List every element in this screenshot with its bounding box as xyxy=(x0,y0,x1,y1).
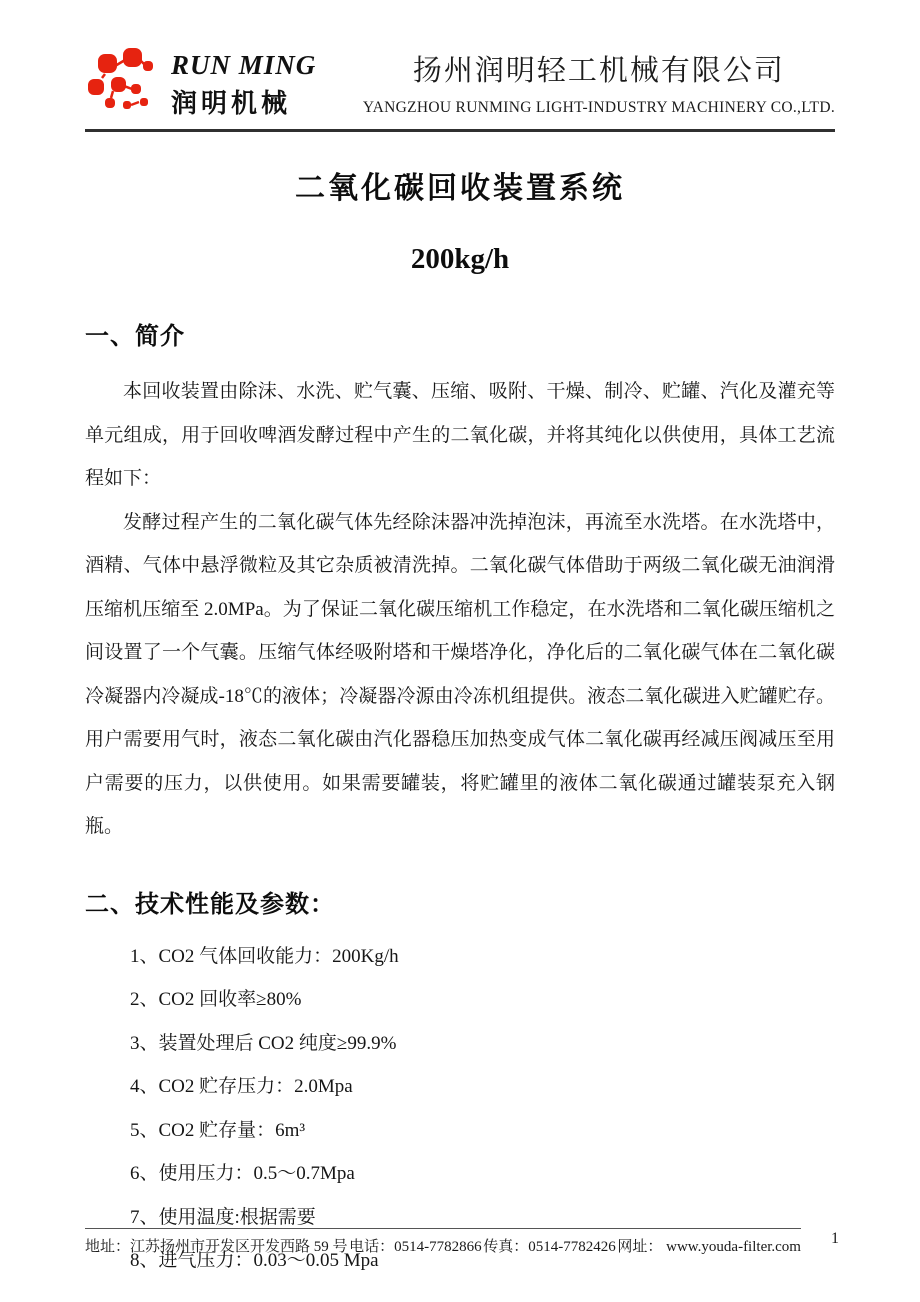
spec-item-purity: 3、装置处理后 CO2 纯度≥99.9% xyxy=(130,1032,397,1054)
footer-fax: 传真：0514-7782426 xyxy=(483,1239,616,1255)
brand-name-english: RUN MING xyxy=(171,50,317,80)
document-title: 二氧化碳回收装置系统 xyxy=(295,172,625,205)
company-name-english: YANGZHOU RUNMING LIGHT-INDUSTRY MACHINERY CO.,LTD. xyxy=(362,99,835,116)
brand-names xyxy=(171,46,316,120)
brand-name-chinese: 润明机械 xyxy=(171,88,292,118)
brand-block xyxy=(85,46,316,120)
company-name-chinese: 扬州润明轻工机械有限公司 xyxy=(412,55,785,87)
document-subtitle: 200kg/h xyxy=(410,243,510,275)
section2-heading: 二、技术性能及参数： xyxy=(85,890,335,918)
spec-item-storage-volume: 5、CO2 贮存量：6m³ xyxy=(130,1119,306,1141)
section1-heading: 一、简介 xyxy=(85,323,185,350)
spec-item-inlet-pressure: 8、进气压力：0.03～0.05 Mpa xyxy=(130,1250,379,1271)
section1-paragraph-1: 本回收装置由除沫、水洗、贮气囊、压缩、吸附、干燥、制冷、贮罐、汽化及灌充等单元组成，用于回收啤酒发酵过程中产生的二氧化碳，并将其纯化以供使用，具体工艺流程如下： xyxy=(85,381,835,489)
spec-item-usage-pressure: 6、使用压力：0.5～0.7Mpa xyxy=(130,1163,355,1184)
spec-item-recovery-rate: 2、CO2 回收率≥80% xyxy=(130,989,302,1010)
spec-item-storage-pressure: 4、CO2 贮存压力：2.0Mpa xyxy=(130,1076,353,1097)
footer-address: 地址：江苏扬州市开发区开发西路 59 号 xyxy=(85,1239,348,1255)
footer-contact-row xyxy=(85,1235,801,1256)
footer-divider xyxy=(85,1228,801,1229)
page-footer xyxy=(85,1228,839,1256)
section1-paragraph-2: 发酵过程产生的二氧化碳气体先经除沫器冲洗掉泡沫，再流至水洗塔。在水洗塔中，酒精、气体中悬浮微粒及其它杂质被清洗掉。二氧化碳气体借助于两级二氧化碳无油润滑压缩机压缩至 2.0MPa。为了保证二氧化碳压缩机工作稳定，在水洗塔和二氧化碳压缩机之间设置了一个气囊。压缩气体经吸附塔和干燥塔净化，净化后的二氧化碳气体在二氧化碳冷凝器内冷凝成-18℃的液体；冷凝器冷源由冷冻机组提供。液态二氧化碳进入贮罐贮存。用户需要用气时，液态二氧化碳由汽化器稳压加热变成气体二氧化碳再经减压阀减压至用户需要的压力，以供使用。如果需要罐装，将贮罐里的液体二氧化碳通过罐装泵充入钢瓶。 xyxy=(85,511,835,837)
company-block xyxy=(363,46,835,117)
footer-website: 网址： www.youda-filter.com xyxy=(617,1239,801,1255)
runming-logo-icon xyxy=(85,46,159,116)
footer-phone: 电话：0514-7782866 xyxy=(349,1239,482,1255)
header-divider xyxy=(85,129,835,132)
page-header xyxy=(85,46,835,120)
logo-pixel-cluster xyxy=(85,46,159,116)
spec-item-co2-capacity: 1、CO2 气体回收能力：200Kg/h xyxy=(130,945,399,967)
page-number: 1 xyxy=(831,1230,839,1247)
spec-item-usage-temp: 7、使用温度:根据需要 xyxy=(130,1206,316,1228)
